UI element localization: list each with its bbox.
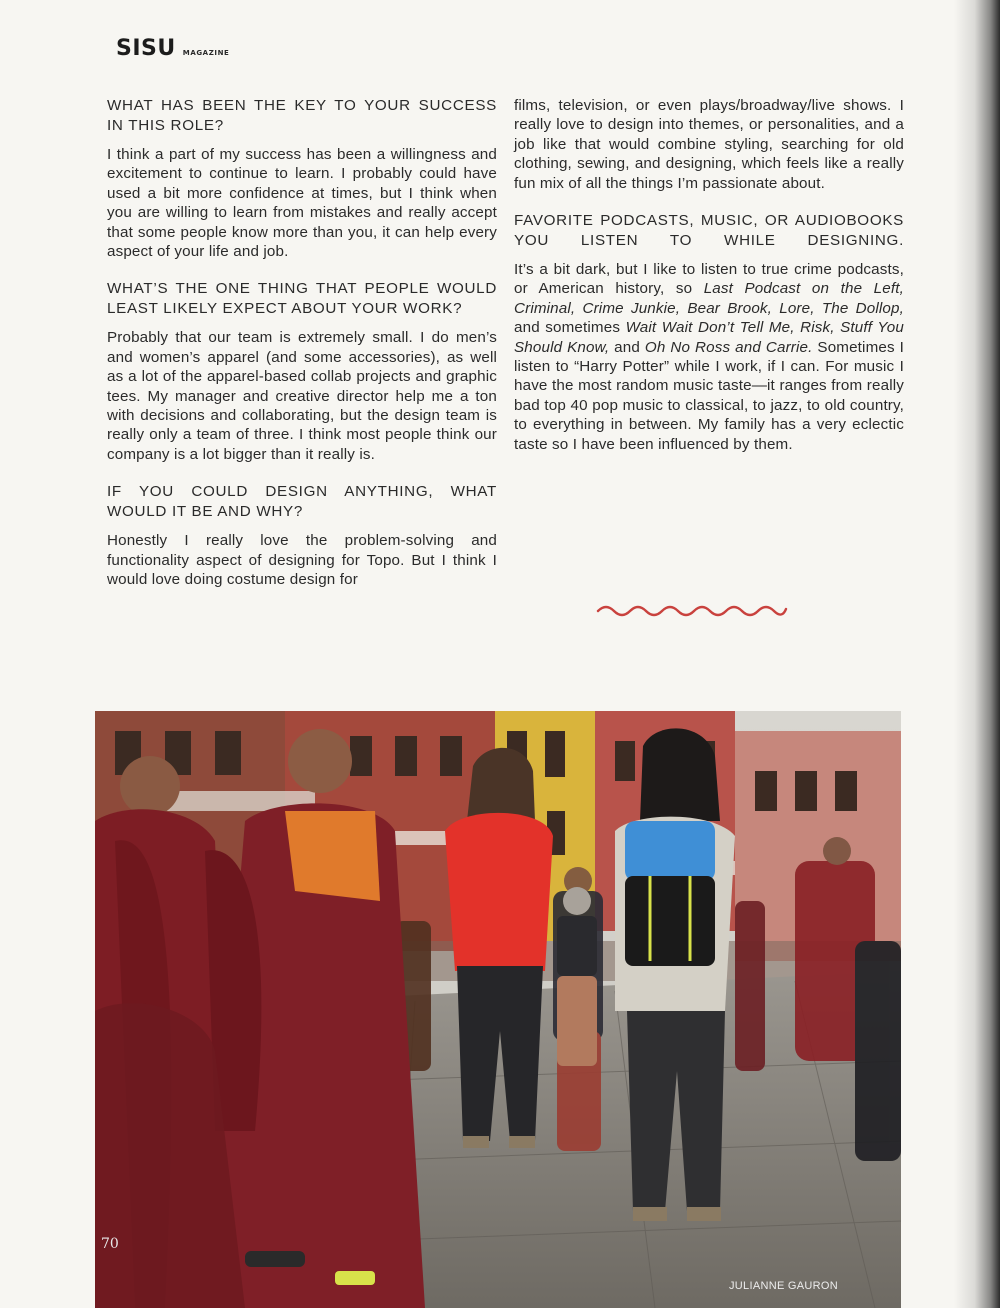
page-number: 70 bbox=[101, 1236, 119, 1252]
answer-least-expect: Probably that our team is extremely small. I do men’s and women’s apparel (and some accessories), as well as a lot of the apparel-based collab projects and graphic tees. My manager and creative director help me a ton with decisions and collaborating, but the design team is really only a team of three. I think most people think our company is a lot bigger than it really is. bbox=[107, 329, 497, 463]
left-column bbox=[107, 96, 497, 608]
podcasts-intro: It’s a bit dark, but I like to listen to true crime podcasts, or American history, so bbox=[514, 261, 904, 298]
logo-text: SISU bbox=[116, 36, 176, 61]
right-column bbox=[514, 96, 904, 472]
question-success: WHAT HAS BEEN THE KEY TO YOUR SUCCESS IN THIS ROLE? bbox=[107, 97, 497, 134]
answer-design-anything: Honestly I really love the problem-solving and functionality aspect of designing for Topo. But I think I would love doing costume design for bbox=[107, 532, 497, 589]
podcast-titles-3: Oh No Ross and Carrie. bbox=[644, 338, 813, 356]
backpack-bottom bbox=[625, 876, 715, 966]
podcasts-and-sometimes: and sometimes bbox=[514, 319, 626, 337]
street-scene bbox=[95, 711, 901, 1308]
photo-credit: JULIANNE GAURON bbox=[729, 1280, 839, 1292]
question-design-anything: IF YOU COULD DESIGN ANYTHING, WHAT WOULD IT BE AND WHY? bbox=[107, 483, 497, 520]
backpack-top bbox=[625, 821, 715, 881]
logo-subtext: MAGAZINE bbox=[182, 49, 230, 57]
answer-success: I think a part of my success has been a willingness and excitement to continue to learn. I probably could have used a bit more confidence at times, but I think when you are willing to learn from mistakes and really accept that some people know more than you, it can help every aspect of your life and job. bbox=[107, 146, 497, 261]
question-least-expect: WHAT’S THE ONE THING THAT PEOPLE WOULD LEAST LIKELY EXPECT ABOUT YOUR WORK? bbox=[107, 280, 497, 317]
answer-design-anything-continued: films, television, or even plays/broadway/live shows. I really love to design into themes, or personalities, and a job like that would combine styling, searching for old clothing, sewing, and designing, which feels like a really fun mix of all the things I’m passionate about. bbox=[514, 97, 904, 192]
answer-podcasts bbox=[514, 260, 904, 454]
podcasts-and: and bbox=[609, 338, 645, 356]
street-photo bbox=[95, 711, 901, 1308]
podcast-titles-1: Last Podcast on the Left, Criminal, Crime Junkie, Bear Brook, Lore, The Dollop, bbox=[514, 280, 904, 317]
podcast-titles-2: Wait Wait Don’t Tell Me, Risk, Stuff You Should Know, bbox=[514, 319, 904, 356]
magazine-logo bbox=[116, 36, 229, 61]
wave-line bbox=[598, 607, 786, 615]
page-fold-shadow bbox=[954, 0, 1000, 1308]
question-podcasts: FAVORITE PODCASTS, MUSIC, OR AUDIOBOOKS YOU LISTEN TO WHILE DESIGNING. bbox=[514, 212, 904, 249]
podcasts-rest: Sometimes I listen to “Harry Potter” while I work, if I can. For music I have the most random music taste—it ranges from really bad top 40 pop music to classical, to jazz, to old country, to everything in between. My family has a very eclectic taste so I have been influenced by them. bbox=[514, 338, 905, 453]
wave-divider bbox=[596, 600, 788, 622]
